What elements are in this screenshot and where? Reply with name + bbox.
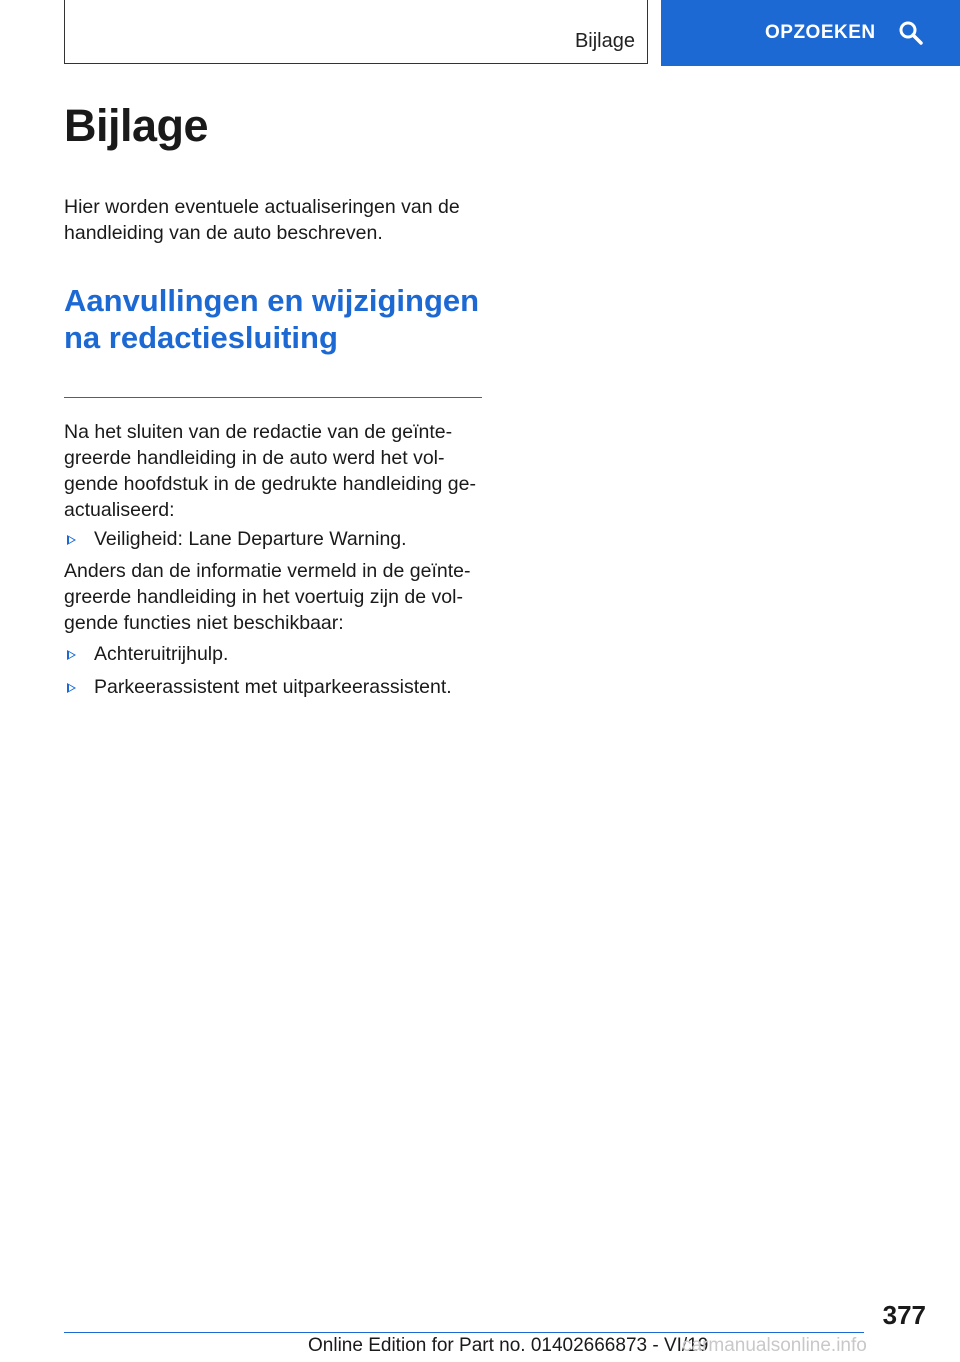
watermark: carmanualsonline.info xyxy=(682,1335,867,1356)
header-section-label: Bijlage xyxy=(574,30,635,52)
page-title: Bijlage xyxy=(64,100,209,151)
list-item-text: Parkeerassistent met uitparkeerassistent. xyxy=(94,676,452,698)
bullet-triangle-icon xyxy=(67,650,76,660)
paragraph-updated-chapter: Na het sluiten van de redactie van de geïntegreerde handleiding in de auto werd het volgende hoofdstuk in de gedrukte handleiding geactualiseerd: xyxy=(64,421,476,521)
section-heading: Aanvullingen en wijzigingen na redactiesluiting xyxy=(64,283,480,355)
search-button-label: OPZOEKEN xyxy=(765,22,876,43)
bullet-triangle-icon xyxy=(67,535,76,545)
list-item-text: Veiligheid: Lane Departure Warning. xyxy=(94,528,407,550)
bullet-triangle-icon xyxy=(67,683,76,693)
search-icon xyxy=(898,20,924,46)
list-item xyxy=(64,674,484,700)
list-item xyxy=(64,526,484,552)
page-number: 377 xyxy=(882,1300,926,1330)
footer-edition: Online Edition for Part no. 01402666873 - VI/19 xyxy=(308,1335,709,1356)
search-button[interactable] xyxy=(661,0,960,66)
list-item-text: Achteruitrijhulp. xyxy=(94,643,229,665)
intro-paragraph: Hier worden eventuele actualiseringen van de handleiding van de auto beschreven. xyxy=(64,196,460,244)
section-divider xyxy=(64,397,482,398)
paragraph-unavailable-functions: Anders dan de informatie vermeld in de geïntegreerde handleiding in het voertuig zijn de volgende functies niet beschikbaar: xyxy=(64,560,471,634)
footer-divider xyxy=(64,1332,864,1333)
list-item xyxy=(64,641,484,667)
header-section-box xyxy=(64,0,648,64)
